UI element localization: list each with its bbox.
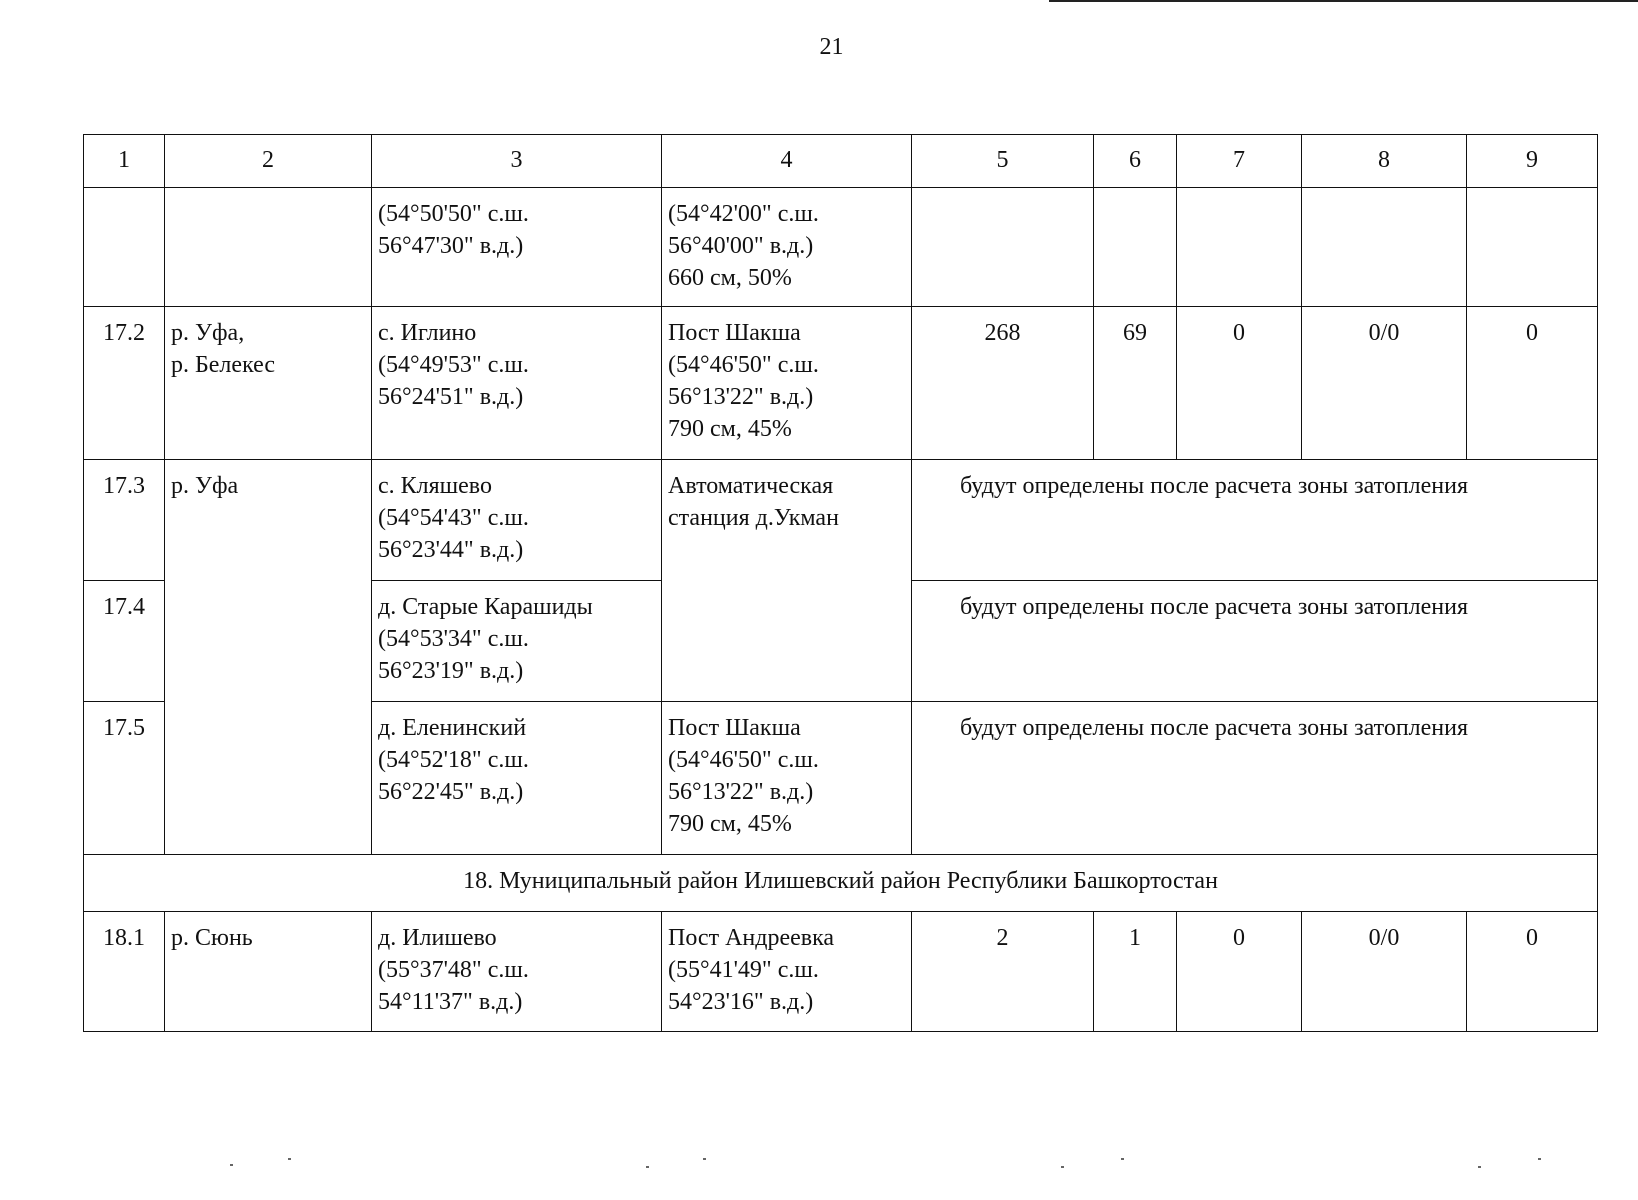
header-cell: 8 [1302, 135, 1467, 188]
top-edge-rule [1049, 0, 1638, 2]
settlement-cell: д. Еленинский (54°52'18" с.ш. 56°22'45" в.д.) [372, 702, 662, 855]
section-title: 18. Муниципальный район Илишевский район Республики Башкортостан [84, 855, 1598, 912]
value-cell: 69 [1094, 307, 1177, 460]
header-cell: 7 [1177, 135, 1302, 188]
number-cell [84, 188, 165, 307]
header-cell: 6 [1094, 135, 1177, 188]
header-cell: 2 [165, 135, 372, 188]
post-cell: (54°42'00" с.ш. 56°40'00" в.д.) 660 см, 50% [662, 188, 912, 307]
scan-speck [230, 1164, 233, 1166]
value-cell: 0 [1177, 307, 1302, 460]
pending-note: будут определены после расчета зоны затопления [912, 702, 1598, 855]
scan-speck [288, 1158, 291, 1160]
number-cell: 18.1 [84, 912, 165, 1032]
settlement-cell: д. Илишево (55°37'48" с.ш. 54°11'37" в.д.) [372, 912, 662, 1032]
post-cell: Пост Шакша (54°46'50" с.ш. 56°13'22" в.д.) 790 см, 45% [662, 702, 912, 855]
river-cell: р. Сюнь [165, 912, 372, 1032]
number-cell: 17.4 [84, 581, 165, 702]
value-cell: 268 [912, 307, 1094, 460]
scan-speck [703, 1158, 706, 1160]
post-cell: Пост Шакша (54°46'50" с.ш. 56°13'22" в.д.) 790 см, 45% [662, 307, 912, 460]
header-cell: 9 [1467, 135, 1598, 188]
post-cell: Автоматическая станция д.Укман [662, 460, 912, 702]
scan-speck [646, 1166, 649, 1168]
scan-speck [1121, 1158, 1124, 1160]
value-cell [1302, 188, 1467, 307]
river-cell: р. Уфа, р. Белекес [165, 307, 372, 460]
value-cell: 2 [912, 912, 1094, 1032]
value-cell [1094, 188, 1177, 307]
header-cell: 4 [662, 135, 912, 188]
post-cell: Пост Андреевка (55°41'49" с.ш. 54°23'16" в.д.) [662, 912, 912, 1032]
flood-data-table [83, 134, 1598, 1032]
number-cell: 17.5 [84, 702, 165, 855]
table-row-18-1 [84, 912, 1598, 1032]
value-cell: 0 [1467, 307, 1598, 460]
table-row-continuation [84, 188, 1598, 307]
value-cell: 0/0 [1302, 912, 1467, 1032]
header-cell: 3 [372, 135, 662, 188]
river-cell [165, 188, 372, 307]
section-row-18 [84, 855, 1598, 912]
value-cell: 0 [1467, 912, 1598, 1032]
pending-note: будут определены после расчета зоны затопления [912, 460, 1598, 581]
value-cell [912, 188, 1094, 307]
scan-speck [1061, 1166, 1064, 1168]
river-cell: р. Уфа [165, 460, 372, 855]
settlement-cell: (54°50'50" с.ш. 56°47'30" в.д.) [372, 188, 662, 307]
header-cell: 1 [84, 135, 165, 188]
value-cell: 1 [1094, 912, 1177, 1032]
header-cell: 5 [912, 135, 1094, 188]
value-cell: 0/0 [1302, 307, 1467, 460]
table-header-row [84, 135, 1598, 188]
scan-speck [1538, 1158, 1541, 1160]
pending-note: будут определены после расчета зоны затопления [912, 581, 1598, 702]
page-number: 21 [819, 34, 844, 60]
settlement-cell: с. Кляшево (54°54'43" с.ш. 56°23'44" в.д.) [372, 460, 662, 581]
scan-speck [1478, 1166, 1481, 1168]
value-cell [1177, 188, 1302, 307]
value-cell [1467, 188, 1598, 307]
settlement-cell: д. Старые Карашиды (54°53'34" с.ш. 56°23'19" в.д.) [372, 581, 662, 702]
value-cell: 0 [1177, 912, 1302, 1032]
number-cell: 17.3 [84, 460, 165, 581]
table-row-17-2 [84, 307, 1598, 460]
table-row-17-3 [84, 460, 1598, 581]
number-cell: 17.2 [84, 307, 165, 460]
settlement-cell: с. Иглино (54°49'53" с.ш. 56°24'51" в.д.) [372, 307, 662, 460]
